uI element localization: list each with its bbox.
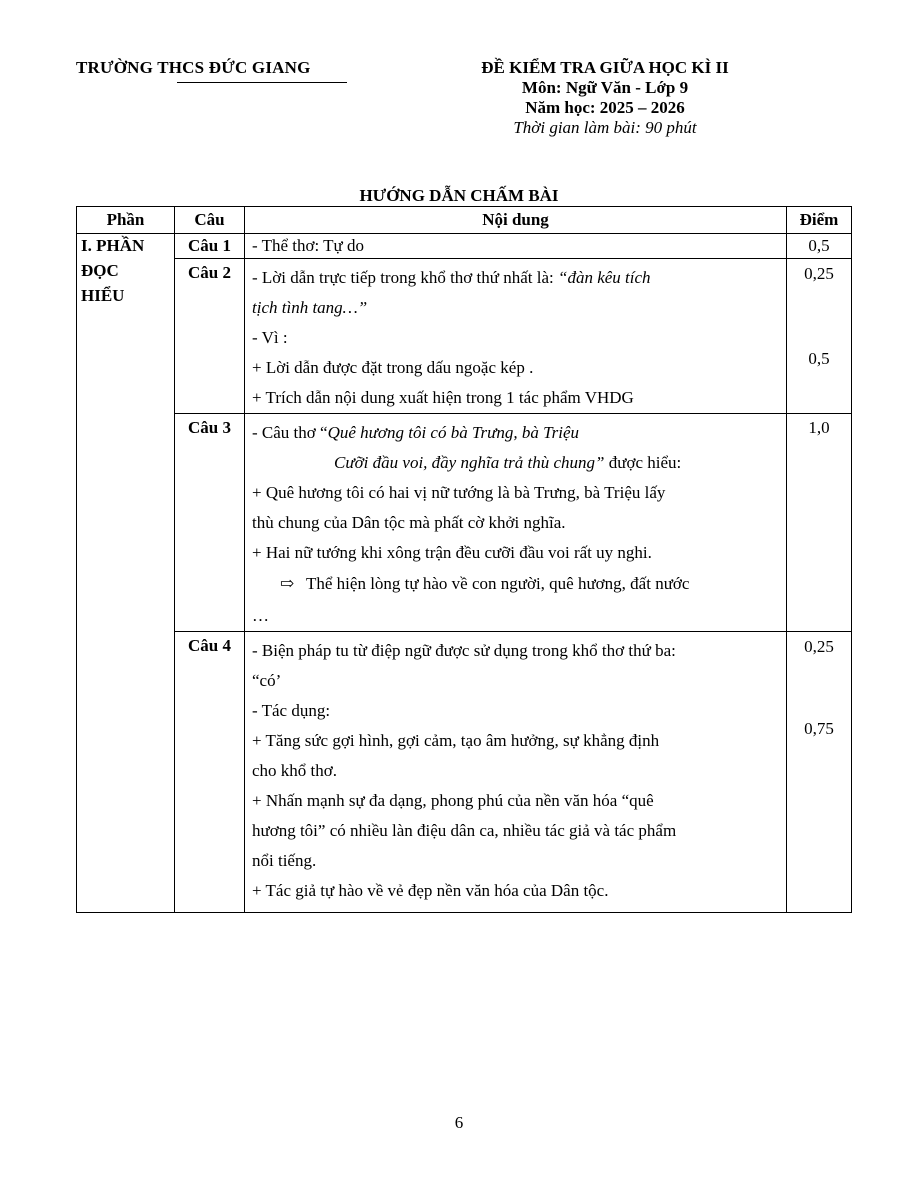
table-row-q3 xyxy=(77,414,852,632)
school-underline xyxy=(177,82,347,83)
part-line: HIỂU xyxy=(81,286,125,305)
header-content: Nội dung xyxy=(245,207,787,234)
conclusion-text: Thể hiện lòng tự hào về con người, quê hương, đất nước xyxy=(306,574,690,593)
content-line: + Quê hương tôi có hai vị nữ tướng là bà Trưng, bà Triệu lấy xyxy=(252,483,666,502)
table-row-q1 xyxy=(77,234,852,259)
question-label: Câu 1 xyxy=(175,234,245,259)
content-text: được hiểu: xyxy=(604,453,682,472)
score-value: 0,75 xyxy=(804,719,834,738)
document-title: HƯỚNG DẪN CHẤM BÀI xyxy=(359,186,559,205)
header-question: Câu xyxy=(175,207,245,234)
content-line: + Hai nữ tướng khi xông trận đều cưỡi đầu voi rất uy nghi. xyxy=(252,543,652,562)
content-line: - Thể thơ: Tự do xyxy=(252,236,365,255)
content-text: - Lời dẫn trực tiếp trong khổ thơ thứ nhất là: xyxy=(252,268,558,287)
score-value: 0,5 xyxy=(808,349,830,368)
content-line xyxy=(252,448,780,478)
score-cell: 0,5 xyxy=(787,234,852,259)
part-line: ĐỌC xyxy=(81,261,119,280)
page-number: 6 xyxy=(454,1113,464,1132)
score-value: 0,25 xyxy=(804,637,834,656)
content-line: “có’ xyxy=(252,671,282,690)
exam-title: ĐỀ KIỂM TRA GIỮA HỌC KÌ II xyxy=(481,58,729,77)
question-content xyxy=(245,632,787,913)
part-cell xyxy=(77,234,175,913)
content-line: + Tác giả tự hào về vẻ đẹp nền văn hóa của Dân tộc. xyxy=(252,881,609,900)
question-label: Câu 3 xyxy=(175,414,245,632)
exam-duration: Thời gian làm bài: 90 phút xyxy=(513,118,697,137)
exam-year: Năm học: 2025 – 2026 xyxy=(525,98,685,117)
question-content xyxy=(245,259,787,414)
content-line: thù chung của Dân tộc mà phất cờ khởi nghĩa. xyxy=(252,513,566,532)
quote-text: “đàn kêu tích xyxy=(557,268,651,287)
score-cell xyxy=(787,259,852,414)
score-cell: 1,0 xyxy=(787,414,852,632)
exam-subject: Môn: Ngữ Văn - Lớp 9 xyxy=(521,78,689,97)
verse-text: Cưỡi đầu voi, đầy nghĩa trả thù chung” xyxy=(334,453,605,472)
content-line: - Biện pháp tu từ điệp ngữ được sử dụng trong khổ thơ thứ ba: xyxy=(252,641,676,660)
school-name: TRƯỜNG THCS ĐỨC GIANG xyxy=(76,58,311,77)
content-line: + Nhấn mạnh sự đa dạng, phong phú của nền văn hóa “quê xyxy=(252,791,654,810)
question-label: Câu 2 xyxy=(175,259,245,414)
conclusion-line xyxy=(252,573,780,595)
header-score: Điểm xyxy=(787,207,852,234)
content-line: - Tác dụng: xyxy=(252,701,331,720)
content-line: + Lời dẫn được đặt trong dấu ngoặc kép . xyxy=(252,358,534,377)
content-line xyxy=(252,261,780,293)
grading-table xyxy=(76,206,852,913)
question-label: Câu 4 xyxy=(175,632,245,913)
part-line: I. PHẦN xyxy=(81,236,145,255)
content-line: + Tăng sức gợi hình, gợi cảm, tạo âm hưởng, sự khẳng định xyxy=(252,731,660,750)
content-line: hương tôi” có nhiều làn điệu dân ca, nhiều tác giả và tác phẩm xyxy=(252,821,677,840)
verse-text: Quê hương tôi có bà Trưng, bà Triệu xyxy=(327,423,580,442)
score-cell xyxy=(787,632,852,913)
score-value: 0,25 xyxy=(804,264,834,283)
content-line: cho khổ thơ. xyxy=(252,761,338,780)
exam-header xyxy=(440,58,770,138)
content-line: … xyxy=(252,606,269,625)
content-line: nổi tiếng. xyxy=(252,851,317,870)
question-content xyxy=(245,414,787,632)
arrow-icon: ⇨ xyxy=(280,574,295,593)
content-text: - Câu thơ “ xyxy=(252,423,328,442)
content-line: - Vì : xyxy=(252,328,288,347)
content-line xyxy=(252,416,780,448)
quote-text: tịch tình tang…” xyxy=(252,298,368,317)
question-content xyxy=(245,234,787,259)
header-part: Phần xyxy=(77,207,175,234)
table-row-q2 xyxy=(77,259,852,414)
table-row-q4 xyxy=(77,632,852,913)
table-header-row xyxy=(77,207,852,234)
content-line: + Trích dẫn nội dung xuất hiện trong 1 tác phẩm VHDG xyxy=(252,388,634,407)
